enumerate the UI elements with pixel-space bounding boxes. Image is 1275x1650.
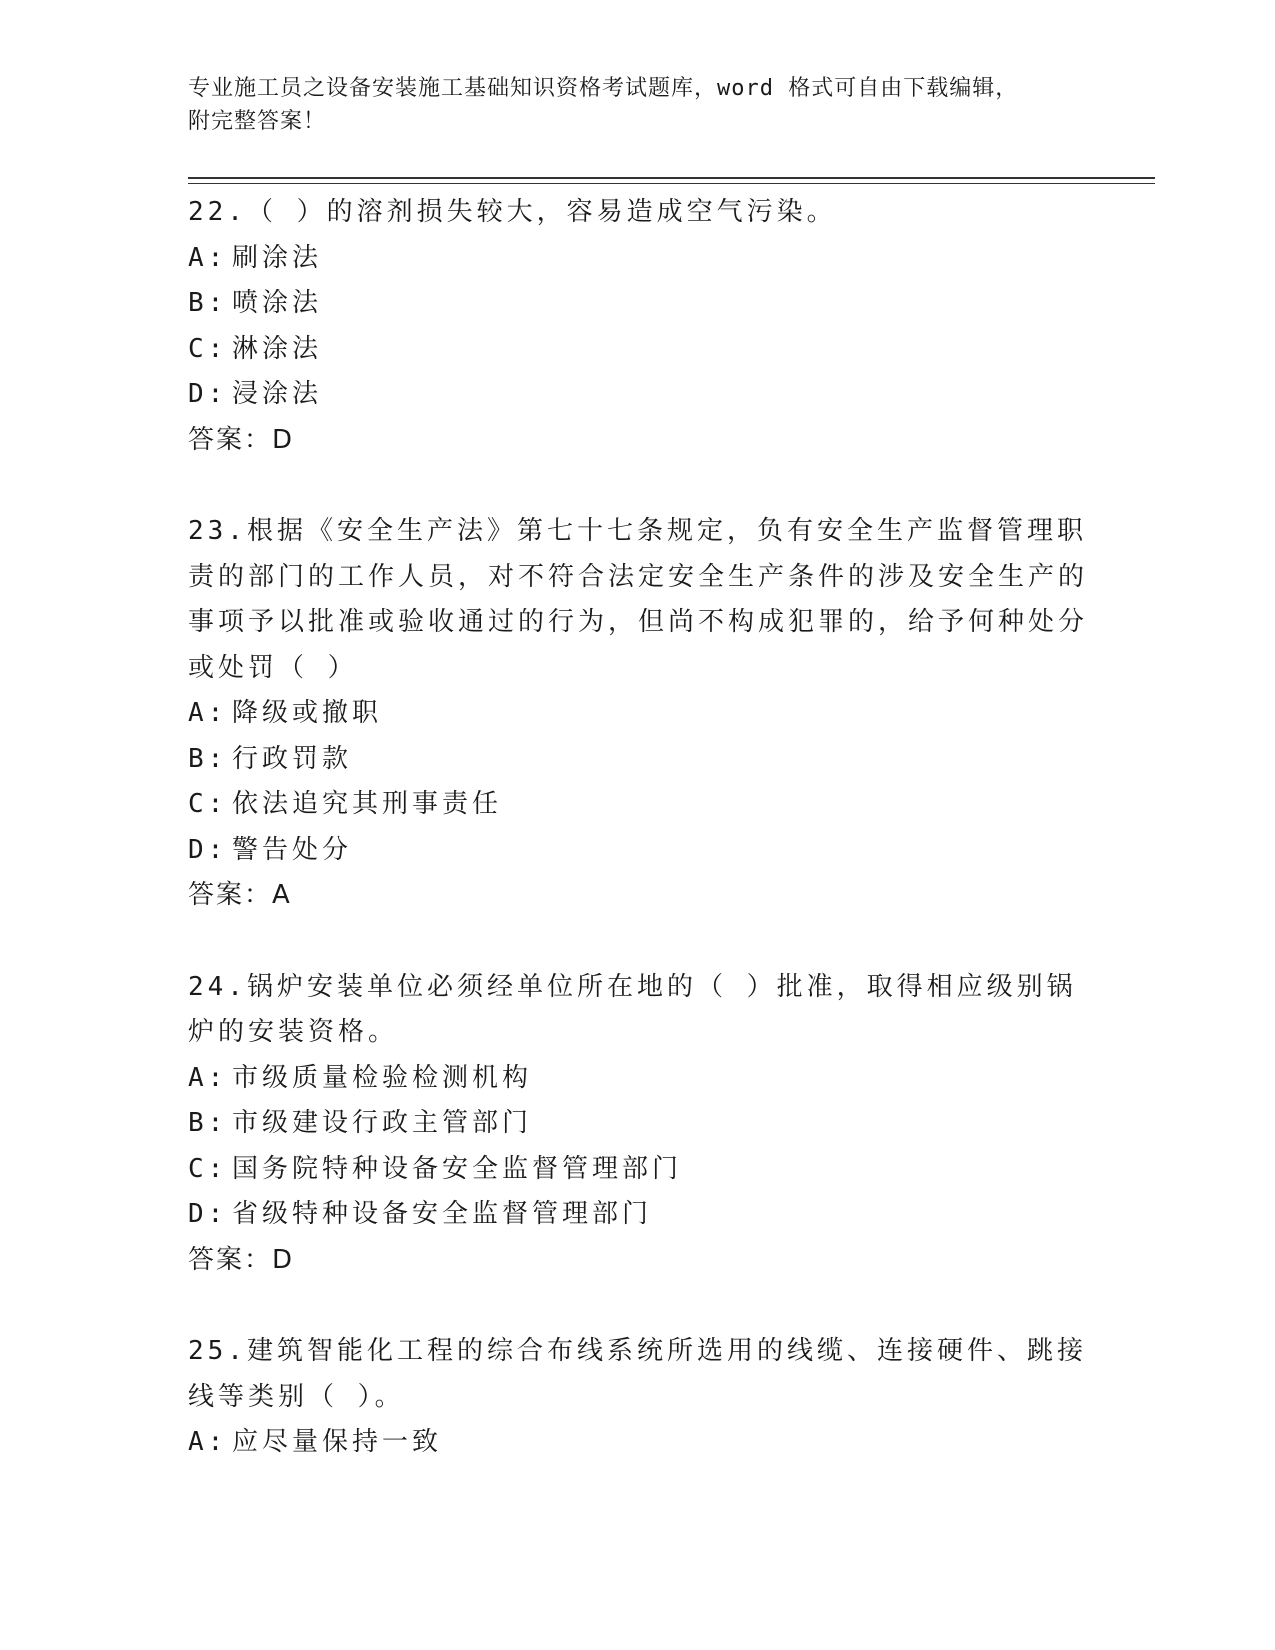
option-b (188, 1101, 1088, 1147)
option-a (188, 1420, 1088, 1466)
option-letter: B: (188, 743, 228, 774)
option-text: 淋涂法 (232, 333, 323, 364)
option-d (188, 828, 1088, 874)
option-d (188, 372, 1088, 418)
question-stem: 25.建筑智能化工程的综合布线系统所选用的线缆、连接硬件、跳接线等类别（ ）。 (188, 1336, 1087, 1412)
option-letter: A: (188, 1427, 228, 1457)
question-stem: 24.锅炉安装单位必须经单位所在地的（ ）批准，取得相应级别锅炉的安装资格。 (188, 971, 1077, 1047)
option-text: 降级或撤职 (232, 698, 383, 728)
header-line-1: 专业施工员之设备安装施工基础知识资格考试题库，word 格式可自由下载编辑， (188, 76, 1019, 101)
question-23 (188, 509, 1088, 919)
option-letter: A: (188, 242, 228, 273)
question-24 (188, 965, 1088, 1284)
option-text: 行政罚款 (232, 743, 353, 774)
option-text: 依法追究其刑事责任 (232, 789, 503, 819)
option-letter: C: (188, 333, 228, 364)
question-stem: 23.根据《安全生产法》第七十七条规定，负有安全生产监督管理职责的部门的工作人员，对不符合法定安全生产条件的涉及安全生产的事项予以批准或验收通过的行为，但尚不构成犯罪的，给予何种处分或处罚（ ） (188, 516, 1089, 683)
option-letter: B: (188, 288, 228, 318)
option-text: 浸涂法 (232, 379, 323, 409)
question-stem: 22.（ ）的溶剂损失较大，容易造成空气污染。 (188, 197, 837, 227)
option-letter: B: (188, 1108, 228, 1138)
header-divider-thin (188, 183, 1155, 184)
option-text: 市级建设行政主管部门 (232, 1108, 533, 1138)
option-letter: D: (188, 379, 228, 409)
option-letter: A: (188, 698, 228, 728)
option-letter: D: (188, 1199, 228, 1229)
question-25 (188, 1329, 1088, 1466)
option-text: 国务院特种设备安全监督管理部门 (232, 1153, 683, 1184)
document-header (188, 72, 1068, 138)
option-d (188, 1192, 1088, 1238)
header-divider-thick (188, 177, 1155, 179)
answer-line: 答案：D (188, 1244, 295, 1275)
header-line-2: 附完整答案！ (188, 109, 327, 134)
option-text: 市级质量检验检测机构 (232, 1062, 533, 1093)
option-text: 警告处分 (232, 834, 353, 865)
question-list (188, 190, 1088, 1512)
option-c (188, 1147, 1088, 1193)
option-c (188, 327, 1088, 373)
answer-line: 答案：D (188, 424, 295, 455)
option-letter: C: (188, 789, 228, 819)
option-b (188, 737, 1088, 783)
option-text: 省级特种设备安全监督管理部门 (232, 1199, 653, 1229)
option-c (188, 782, 1088, 828)
option-text: 应尽量保持一致 (232, 1427, 443, 1457)
option-a (188, 1056, 1088, 1102)
option-letter: A: (188, 1062, 228, 1093)
question-22 (188, 190, 1088, 463)
option-a (188, 691, 1088, 737)
option-a (188, 236, 1088, 282)
option-b (188, 281, 1088, 327)
answer-line: 答案：A (188, 880, 292, 910)
option-letter: C: (188, 1153, 228, 1184)
option-letter: D: (188, 834, 228, 865)
option-text: 刷涂法 (232, 242, 323, 273)
option-text: 喷涂法 (232, 288, 323, 318)
